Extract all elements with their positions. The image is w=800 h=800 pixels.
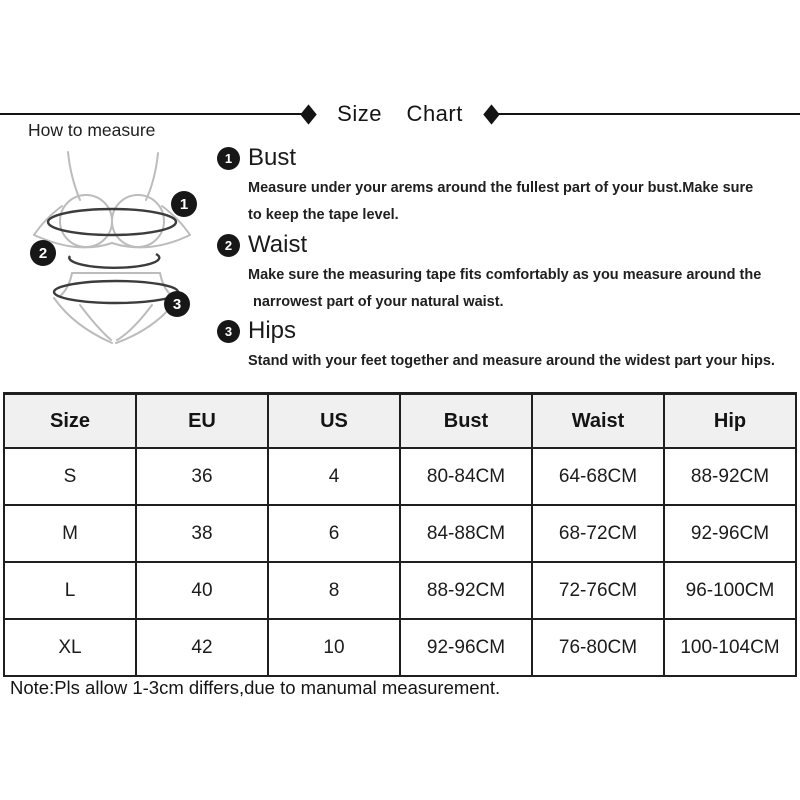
section-waist bbox=[217, 231, 792, 316]
measurement-note: Note:Pls allow 1-3cm differs,due to manumal measurement. bbox=[10, 677, 501, 698]
table-row-m bbox=[4, 505, 796, 562]
size-table-header-row bbox=[4, 394, 796, 449]
header-rule-left bbox=[0, 113, 302, 115]
illustration-badge-waist: 2 bbox=[30, 240, 56, 266]
cell: 40 bbox=[136, 562, 268, 619]
section-waist-title: Waist bbox=[248, 231, 308, 258]
header-rule-right bbox=[498, 113, 800, 115]
how-to-measure-label: How to measure bbox=[28, 120, 156, 140]
cell: 42 bbox=[136, 619, 268, 676]
illustration-badge-hips: 3 bbox=[164, 291, 190, 317]
badge-2-icon: 2 bbox=[217, 234, 240, 257]
col-header-us: US bbox=[268, 394, 400, 449]
col-header-eu: EU bbox=[136, 394, 268, 449]
cell: 84-88CM bbox=[400, 505, 532, 562]
col-header-hip: Hip bbox=[664, 394, 796, 449]
cell: 76-80CM bbox=[532, 619, 664, 676]
section-hips-title: Hips bbox=[248, 317, 297, 344]
section-waist-header bbox=[217, 231, 792, 259]
cell: 80-84CM bbox=[400, 448, 532, 505]
section-hips bbox=[217, 317, 792, 375]
cell: 8 bbox=[268, 562, 400, 619]
col-header-size: Size bbox=[4, 394, 136, 449]
desc-line: Make sure the measuring tape fits comfortably as you measure around the bbox=[248, 267, 762, 283]
cell: L bbox=[4, 562, 136, 619]
cell: 68-72CM bbox=[532, 505, 664, 562]
section-hips-description bbox=[248, 348, 792, 375]
diamond-icon bbox=[483, 104, 499, 124]
badge-3-icon: 3 bbox=[217, 320, 240, 343]
badge-1-icon: 1 bbox=[217, 147, 240, 170]
size-table bbox=[3, 392, 797, 677]
section-bust-title: Bust bbox=[248, 144, 297, 171]
cell: 92-96CM bbox=[664, 505, 796, 562]
col-header-bust: Bust bbox=[400, 394, 532, 449]
cell: 96-100CM bbox=[664, 562, 796, 619]
desc-line: Stand with your feet together and measure around the widest part your hips. bbox=[248, 353, 775, 369]
section-bust bbox=[217, 144, 792, 229]
cell: XL bbox=[4, 619, 136, 676]
cell: 6 bbox=[268, 505, 400, 562]
page-title: Size Chart bbox=[337, 101, 463, 126]
desc-line: narrowest part of your natural waist. bbox=[253, 294, 504, 310]
cell: 4 bbox=[268, 448, 400, 505]
cell: 88-92CM bbox=[400, 562, 532, 619]
section-hips-header bbox=[217, 317, 792, 345]
cell: 88-92CM bbox=[664, 448, 796, 505]
cell: 64-68CM bbox=[532, 448, 664, 505]
table-row-l bbox=[4, 562, 796, 619]
cell: S bbox=[4, 448, 136, 505]
cell: 72-76CM bbox=[532, 562, 664, 619]
table-row-s bbox=[4, 448, 796, 505]
desc-line: to keep the tape level. bbox=[248, 207, 399, 223]
cell: 100-104CM bbox=[664, 619, 796, 676]
cell: 10 bbox=[268, 619, 400, 676]
desc-line: Measure under your arems around the fullest part of your bust.Make sure bbox=[248, 180, 754, 196]
illustration-badge-bust: 1 bbox=[171, 191, 197, 217]
section-bust-description bbox=[248, 175, 792, 229]
cell: M bbox=[4, 505, 136, 562]
cell: 36 bbox=[136, 448, 268, 505]
section-bust-header bbox=[217, 144, 792, 172]
table-row-xl bbox=[4, 619, 796, 676]
cell: 92-96CM bbox=[400, 619, 532, 676]
section-waist-description bbox=[248, 262, 792, 316]
cell: 38 bbox=[136, 505, 268, 562]
col-header-waist: Waist bbox=[532, 394, 664, 449]
